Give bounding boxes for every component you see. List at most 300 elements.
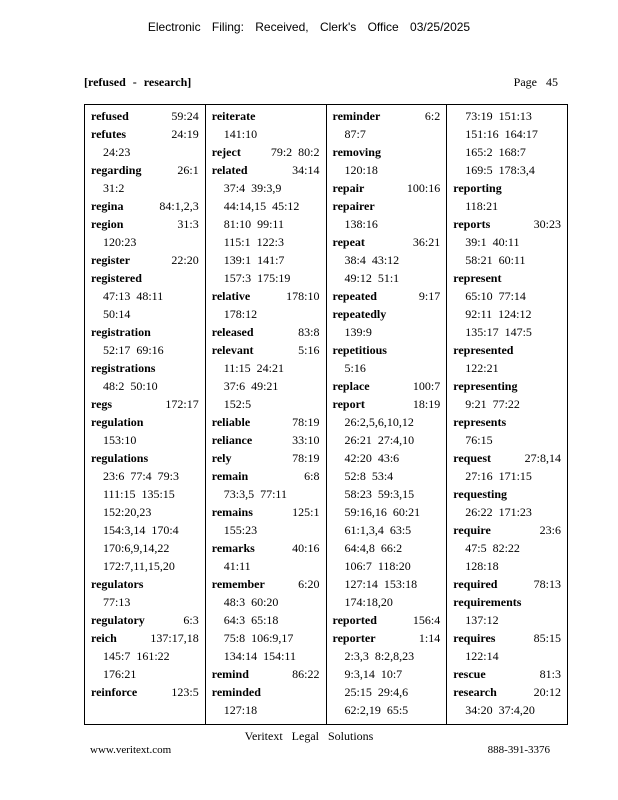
index-entry-first-line	[212, 503, 326, 521]
index-term: reinforce	[91, 685, 138, 699]
index-term: require	[453, 523, 491, 537]
index-term: remarks	[211, 541, 255, 555]
footer-phone: 888-391-3376	[487, 744, 550, 756]
index-entry	[212, 575, 326, 665]
index-reference: 141:10	[223, 127, 258, 141]
index-entry	[91, 395, 205, 413]
index-entry	[91, 107, 205, 125]
index-entry-first-line	[212, 467, 326, 485]
index-term: regulators	[91, 577, 144, 591]
index-term: removing	[332, 145, 381, 159]
index-term: rely	[211, 451, 232, 465]
index-entry-first-line	[453, 413, 567, 431]
index-reference: 106:7 118:20	[344, 559, 411, 573]
index-reference: 92:11 124:12	[465, 307, 532, 321]
index-reference: 85:15	[533, 631, 561, 645]
index-entry-first-line	[212, 665, 326, 683]
index-term: region	[91, 217, 124, 231]
index-reference: 9:17	[418, 289, 441, 303]
index-term: requesting	[453, 487, 508, 501]
index-term: registrations	[91, 361, 156, 375]
index-entry-first-line	[91, 125, 205, 143]
index-entry	[212, 323, 326, 341]
index-term: requires	[453, 631, 496, 645]
index-reference: 77:13	[103, 595, 131, 609]
index-reference: 137:12	[465, 613, 499, 627]
index-entry-first-line	[91, 197, 205, 215]
index-reference: 37:4 39:3,9	[223, 181, 282, 195]
index-reference: 176:21	[103, 667, 137, 681]
index-entry	[91, 449, 205, 575]
index-entry	[212, 413, 326, 431]
index-reference: 178:12	[223, 307, 258, 321]
efiling-stamp: Electronic Filing: Received, Clerk's Office 03/25/2025	[147, 20, 471, 34]
index-term: repair	[332, 181, 365, 195]
index-reference: 78:19	[292, 451, 320, 465]
index-term: reporting	[453, 181, 502, 195]
index-entry-first-line	[212, 143, 326, 161]
index-entry	[91, 251, 205, 269]
index-entry	[91, 683, 205, 701]
index-term: refutes	[91, 127, 127, 141]
index-entry-first-line	[333, 179, 447, 197]
index-entry	[453, 665, 567, 683]
index-reference: 6:8	[304, 469, 320, 483]
index-entry-first-line	[91, 629, 205, 647]
index-reference: 122:21	[465, 361, 499, 375]
index-reference: 123:5	[171, 685, 199, 699]
index-entry-first-line	[333, 287, 447, 305]
index-reference: 139:9	[344, 325, 372, 339]
index-term: registered	[91, 271, 142, 285]
index-entry-first-line	[453, 629, 567, 647]
index-entry-first-line	[453, 107, 567, 125]
index-entry-first-line	[91, 683, 205, 701]
index-reference: 47:5 82:22	[465, 541, 520, 555]
index-term: released	[211, 325, 254, 339]
index-reference: 73:3,5 77:11	[223, 487, 287, 501]
index-entry-first-line	[453, 341, 567, 359]
index-reference: 52:17 69:16	[103, 343, 164, 357]
index-reference: 1:14	[418, 631, 441, 645]
index-reference: 26:2,5,6,10,12	[344, 415, 414, 429]
index-entry	[91, 611, 205, 629]
index-reference: 81:10 99:11	[223, 217, 284, 231]
index-entry-first-line	[91, 107, 205, 125]
index-term: required	[453, 577, 498, 591]
index-reference: 128:18	[465, 559, 499, 573]
index-entry-first-line	[453, 215, 567, 233]
index-reference: 34:20 37:4,20	[465, 703, 535, 717]
index-entry-first-line	[212, 161, 326, 179]
index-entry	[91, 197, 205, 215]
index-reference: 75:8 106:9,17	[223, 631, 294, 645]
index-reference: 137:17,18	[150, 631, 199, 645]
index-reference: 138:16	[344, 217, 378, 231]
index-entry-first-line	[212, 341, 326, 359]
index-reference: 6:2	[424, 109, 441, 123]
index-reference: 122:14	[465, 649, 499, 663]
index-reference: 59:24	[171, 109, 199, 123]
index-reference: 64:3 65:18	[223, 613, 279, 627]
index-reference: 157:3 175:19	[223, 271, 291, 285]
index-entry	[212, 683, 326, 719]
index-reference: 9:3,14 10:7	[344, 667, 403, 681]
page-number: Page 45	[513, 75, 558, 89]
index-reference: 61:1,3,4 63:5	[344, 523, 412, 537]
index-entry-first-line	[453, 449, 567, 467]
index-entry	[333, 287, 447, 305]
index-reference: 139:1 141:7	[223, 253, 285, 267]
index-entry-first-line	[453, 377, 567, 395]
index-term: requirements	[453, 595, 522, 609]
index-entry	[333, 611, 447, 629]
index-term: repetitious	[332, 343, 387, 357]
index-entry-first-line	[333, 611, 447, 629]
index-reference: 23:6	[539, 523, 561, 537]
index-term: reliance	[211, 433, 253, 447]
index-term: rescue	[453, 667, 486, 681]
index-reference: 154:3,14 170:4	[103, 523, 179, 537]
index-entry-first-line	[333, 341, 447, 359]
index-entry-first-line	[91, 359, 205, 377]
index-entry-first-line	[212, 575, 326, 593]
index-entry	[333, 341, 447, 377]
index-entry	[91, 323, 205, 359]
index-reference: 48:3 60:20	[223, 595, 279, 609]
index-reference: 79:2 80:2	[270, 145, 320, 159]
footer-company: Veritext Legal Solutions	[244, 729, 374, 743]
index-reference: 135:17 147:5	[465, 325, 532, 339]
index-reference: 42:20 43:6	[344, 451, 400, 465]
index-reference: 6:3	[183, 613, 199, 627]
index-term: reported	[332, 613, 377, 627]
index-entry-first-line	[91, 269, 205, 287]
index-reference: 151:16 164:17	[465, 127, 538, 141]
index-entry	[453, 521, 567, 575]
index-column-3	[327, 105, 448, 724]
index-term: repeatedly	[332, 307, 387, 321]
index-entry	[453, 269, 567, 341]
index-term: related	[211, 163, 248, 177]
index-reference: 155:23	[223, 523, 258, 537]
index-entry	[212, 143, 326, 161]
index-entry-first-line	[333, 305, 447, 323]
index-reference: 84:1,2,3	[159, 199, 199, 213]
index-reference: 115:1 122:3	[223, 235, 284, 249]
word-index-grid	[84, 104, 568, 725]
index-reference: 170:6,9,14,22	[103, 541, 170, 555]
index-reference: 83:8	[298, 325, 320, 339]
index-entry	[91, 161, 205, 197]
index-reference: 38:4 43:12	[344, 253, 400, 267]
index-entry	[333, 143, 447, 179]
index-entry	[212, 341, 326, 413]
index-reference: 26:1	[177, 163, 199, 177]
index-reference: 62:2,19 65:5	[344, 703, 409, 717]
index-reference: 125:1	[292, 505, 320, 519]
index-entry-first-line	[333, 107, 447, 125]
index-reference: 86:22	[292, 667, 320, 681]
index-term: reporter	[332, 631, 376, 645]
index-reference: 174:18,20	[344, 595, 393, 609]
index-term: remind	[211, 667, 249, 681]
index-entry	[212, 665, 326, 683]
index-entry-first-line	[212, 539, 326, 557]
index-term: represents	[453, 415, 507, 429]
index-reference: 25:15 29:4,6	[344, 685, 409, 699]
index-term: remember	[211, 577, 265, 591]
index-term: regina	[91, 199, 124, 213]
index-entry	[453, 341, 567, 377]
index-entry-first-line	[212, 431, 326, 449]
index-reference: 127:14 153:18	[344, 577, 418, 591]
index-reference: 64:4,8 66:2	[344, 541, 403, 555]
index-reference: 34:14	[292, 163, 320, 177]
index-reference: 11:15 24:21	[223, 361, 284, 375]
index-term: register	[91, 253, 131, 267]
index-entry	[453, 377, 567, 413]
index-entry-first-line	[333, 395, 447, 413]
index-reference: 153:10	[103, 433, 137, 447]
index-reference: 48:2 50:10	[103, 379, 158, 393]
index-term: refused	[91, 109, 129, 123]
index-reference: 22:20	[171, 253, 199, 267]
index-reference: 118:21	[465, 199, 499, 213]
index-term: regulations	[91, 451, 149, 465]
index-reference: 172:7,11,15,20	[103, 559, 175, 573]
index-term: registration	[91, 325, 151, 339]
index-reference: 39:1 40:11	[465, 235, 520, 249]
index-term: regarding	[91, 163, 142, 177]
index-entry	[333, 233, 447, 287]
index-entry-first-line	[333, 197, 447, 215]
index-reference: 178:10	[286, 289, 320, 303]
index-reference: 78:19	[292, 415, 320, 429]
index-entry	[333, 197, 447, 233]
index-entry-first-line	[212, 413, 326, 431]
index-reference: 65:10 77:14	[465, 289, 526, 303]
index-column-2	[206, 105, 327, 724]
index-reference: 152:20,23	[103, 505, 152, 519]
index-entry	[333, 629, 447, 719]
index-reference: 156:4	[412, 613, 441, 627]
index-column-1	[85, 105, 206, 724]
index-reference: 78:13	[533, 577, 561, 591]
index-reference: 73:19 151:13	[465, 109, 532, 123]
index-reference: 58:21 60:11	[465, 253, 526, 267]
index-reference: 59:16,16 60:21	[344, 505, 421, 519]
index-reference: 58:23 59:3,15	[344, 487, 415, 501]
index-entry	[333, 377, 447, 395]
index-entry-first-line	[333, 143, 447, 161]
index-reference: 31:2	[103, 181, 125, 195]
index-term: reminder	[332, 109, 381, 123]
index-reference: 120:18	[344, 163, 378, 177]
index-reference: 31:3	[177, 217, 199, 231]
index-term: relevant	[211, 343, 254, 357]
index-entry	[453, 179, 567, 215]
index-entry-first-line	[91, 323, 205, 341]
index-reference: 41:11	[223, 559, 251, 573]
index-entry-first-line	[91, 251, 205, 269]
index-entry	[212, 449, 326, 467]
index-reference: 18:19	[412, 397, 441, 411]
index-entry	[212, 161, 326, 287]
index-reference: 81:3	[539, 667, 561, 681]
index-reference: 5:16	[344, 361, 366, 375]
index-reference: 24:19	[171, 127, 199, 141]
index-entry-first-line	[453, 269, 567, 287]
index-reference: 30:23	[533, 217, 561, 231]
index-reference: 2:3,3 8:2,8,23	[344, 649, 415, 663]
index-reference: 100:7	[412, 379, 441, 393]
page-range-label: [refused - research]	[84, 75, 192, 89]
index-reference: 120:23	[103, 235, 137, 249]
index-entry	[453, 449, 567, 485]
index-entry	[212, 107, 326, 143]
index-entry-first-line	[453, 521, 567, 539]
index-term: report	[332, 397, 365, 411]
index-entry-first-line	[91, 395, 205, 413]
index-term: repairer	[332, 199, 375, 213]
index-term: repeat	[332, 235, 365, 249]
index-entry	[333, 107, 447, 143]
index-entry	[453, 485, 567, 521]
index-entry	[91, 269, 205, 323]
index-entry-first-line	[453, 683, 567, 701]
index-entry-first-line	[453, 665, 567, 683]
index-term: relative	[211, 289, 251, 303]
index-reference: 87:7	[344, 127, 366, 141]
index-entry	[91, 359, 205, 395]
index-entry	[453, 593, 567, 629]
index-reference: 24:23	[103, 145, 131, 159]
index-term: represented	[453, 343, 514, 357]
index-entry-first-line	[91, 161, 205, 179]
index-term: representing	[453, 379, 518, 393]
index-term: replace	[332, 379, 370, 393]
index-reference: 47:13 48:11	[103, 289, 164, 303]
index-reference: 26:21 27:4,10	[344, 433, 415, 447]
index-reference: 134:14 154:11	[223, 649, 296, 663]
index-reference: 6:20	[298, 577, 320, 591]
index-entry	[91, 215, 205, 251]
index-term: reject	[211, 145, 241, 159]
index-reference: 145:7 161:22	[103, 649, 170, 663]
index-reference: 52:8 53:4	[344, 469, 394, 483]
index-entry-first-line	[91, 611, 205, 629]
index-reference: 50:14	[103, 307, 131, 321]
index-reference: 40:16	[292, 541, 320, 555]
index-term: remains	[211, 505, 253, 519]
index-term: reliable	[211, 415, 251, 429]
index-entry	[333, 305, 447, 341]
index-reference: 100:16	[406, 181, 441, 195]
index-term: reich	[91, 631, 117, 645]
index-entry	[333, 179, 447, 197]
index-entry	[453, 629, 567, 665]
index-reference: 111:15 135:15	[103, 487, 175, 501]
index-entry	[453, 683, 567, 719]
index-reference: 23:6 77:4 79:3	[103, 469, 180, 483]
index-entry-first-line	[333, 629, 447, 647]
index-reference: 127:18	[223, 703, 258, 717]
index-entry	[91, 413, 205, 449]
index-entry	[91, 125, 205, 161]
index-reference: 44:14,15 45:12	[223, 199, 300, 213]
index-entry-first-line	[333, 233, 447, 251]
index-reference: 26:22 171:23	[465, 505, 532, 519]
index-reference: 36:21	[412, 235, 441, 249]
index-entry-first-line	[453, 593, 567, 611]
index-entry-first-line	[212, 449, 326, 467]
index-term: repeated	[332, 289, 377, 303]
index-term: represent	[453, 271, 502, 285]
index-entry	[212, 431, 326, 449]
index-reference: 49:12 51:1	[344, 271, 400, 285]
index-reference: 76:15	[465, 433, 493, 447]
index-term: reminded	[211, 685, 261, 699]
index-term: request	[453, 451, 492, 465]
index-reference: 169:5 178:3,4	[465, 163, 535, 177]
index-entry	[453, 215, 567, 269]
index-entry-first-line	[212, 287, 326, 305]
index-term: regulatory	[91, 613, 145, 627]
index-entry-first-line	[333, 377, 447, 395]
index-entry-first-line	[453, 179, 567, 197]
index-reference: 27:16 171:15	[465, 469, 532, 483]
index-column-4	[447, 105, 567, 724]
index-reference: 20:12	[533, 685, 561, 699]
index-reference: 152:5	[223, 397, 252, 411]
index-entry	[212, 539, 326, 575]
index-entry-first-line	[91, 449, 205, 467]
index-term: regs	[91, 397, 113, 411]
index-term: reiterate	[211, 109, 256, 123]
index-reference: 33:10	[292, 433, 320, 447]
index-reference: 37:6 49:21	[223, 379, 279, 393]
index-term: research	[453, 685, 497, 699]
index-entry-first-line	[453, 485, 567, 503]
index-term: regulation	[91, 415, 144, 429]
index-entry	[453, 107, 567, 179]
index-term: reports	[453, 217, 491, 231]
index-reference: 5:16	[298, 343, 320, 357]
index-entry-first-line	[91, 215, 205, 233]
index-entry-first-line	[212, 683, 326, 701]
footer-website: www.veritext.com	[90, 744, 172, 756]
index-entry-first-line	[91, 413, 205, 431]
index-entry	[453, 575, 567, 593]
index-entry	[453, 413, 567, 449]
index-reference: 9:21 77:22	[465, 397, 520, 411]
index-entry	[212, 287, 326, 323]
index-entry-first-line	[91, 575, 205, 593]
index-entry	[212, 503, 326, 539]
index-entry-first-line	[212, 107, 326, 125]
index-entry-first-line	[212, 323, 326, 341]
index-entry	[91, 575, 205, 611]
index-entry	[212, 467, 326, 503]
index-reference: 27:8,14	[524, 451, 561, 465]
index-entry	[333, 395, 447, 611]
index-entry	[91, 629, 205, 683]
index-reference: 165:2 168:7	[465, 145, 526, 159]
index-term: remain	[211, 469, 249, 483]
index-reference: 172:17	[165, 397, 199, 411]
index-entry-first-line	[453, 575, 567, 593]
